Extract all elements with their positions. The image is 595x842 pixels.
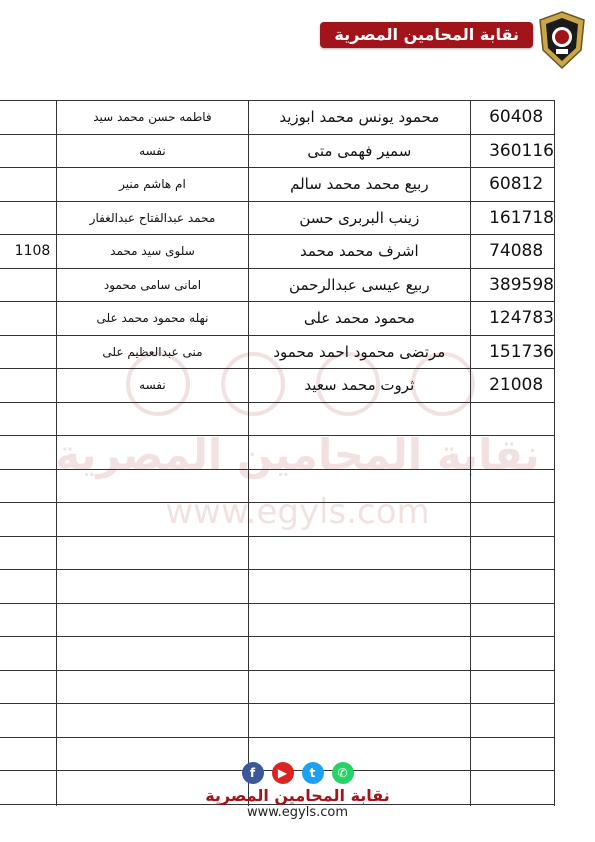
- member-name-cell: [248, 536, 470, 570]
- member-id-cell: [471, 637, 555, 671]
- relative-name-cell: [57, 469, 248, 503]
- left-cell: [0, 704, 57, 738]
- relative-name-cell: [57, 503, 248, 537]
- footer-website-link[interactable]: www.egyls.com: [246, 805, 349, 820]
- relative-name-cell: امانى سامى محمود: [57, 268, 248, 302]
- member-name-cell: [248, 503, 470, 537]
- left-cell: [0, 268, 57, 302]
- social-icons: [0, 762, 595, 784]
- left-cell: [0, 570, 57, 604]
- member-id-cell: [471, 469, 555, 503]
- member-name-cell: محمود محمد على: [248, 302, 470, 336]
- member-name-cell: زينب البربرى حسن: [248, 201, 470, 235]
- table-row: [0, 469, 555, 503]
- left-cell: [0, 134, 57, 168]
- relative-name-cell: [57, 570, 248, 604]
- left-cell: [0, 201, 57, 235]
- member-id-cell: [471, 603, 555, 637]
- youtube-icon[interactable]: ▶: [272, 762, 294, 784]
- member-id-cell: [471, 670, 555, 704]
- left-cell: [0, 469, 57, 503]
- relative-name-cell: [57, 436, 248, 470]
- left-cell: [0, 670, 57, 704]
- facebook-icon[interactable]: f: [242, 762, 264, 784]
- relative-name-cell: نفسه: [57, 134, 248, 168]
- table-row: [0, 134, 555, 168]
- left-cell: [0, 369, 57, 403]
- member-name-cell: ربيع محمد محمد سالم: [248, 168, 470, 202]
- members-table-body: [0, 101, 555, 807]
- member-name-cell: [248, 436, 470, 470]
- table-row: [0, 503, 555, 537]
- table-row: [0, 536, 555, 570]
- member-name-cell: [248, 469, 470, 503]
- table-row: [0, 603, 555, 637]
- table-row: [0, 670, 555, 704]
- member-name-cell: [248, 402, 470, 436]
- twitter-icon[interactable]: t: [302, 762, 324, 784]
- relative-name-cell: [57, 704, 248, 738]
- member-id-cell: 60408: [471, 101, 555, 135]
- relative-name-cell: [57, 670, 248, 704]
- relative-name-cell: [57, 536, 248, 570]
- member-id-cell: [471, 436, 555, 470]
- table-row: [0, 402, 555, 436]
- left-cell: [0, 402, 57, 436]
- member-id-cell: 74088: [471, 235, 555, 269]
- member-id-cell: [471, 402, 555, 436]
- left-cell: [0, 503, 57, 537]
- relative-name-cell: ام هاشم منير: [57, 168, 248, 202]
- member-name-cell: محمود يونس محمد ابوزيد: [248, 101, 470, 135]
- table-row: [0, 235, 555, 269]
- table-row: [0, 201, 555, 235]
- relative-name-cell: [57, 603, 248, 637]
- member-id-cell: [471, 536, 555, 570]
- left-cell: [0, 302, 57, 336]
- table-row: [0, 335, 555, 369]
- table-row: [0, 101, 555, 135]
- syndicate-title-banner: [320, 22, 533, 48]
- member-id-cell: [471, 704, 555, 738]
- member-name-cell: سمير فهمى متى: [248, 134, 470, 168]
- relative-name-cell: [57, 402, 248, 436]
- table-row: [0, 570, 555, 604]
- whatsapp-icon[interactable]: ✆: [332, 762, 354, 784]
- member-id-cell: 151736: [471, 335, 555, 369]
- watermark-title: نقابة المحامين المصرية: [55, 430, 540, 479]
- member-id-cell: [471, 570, 555, 604]
- member-name-cell: [248, 637, 470, 671]
- left-cell: [0, 335, 57, 369]
- member-name-cell: ربيع عيسى عبدالرحمن: [248, 268, 470, 302]
- syndicate-title: نقابة المحامين المصرية: [334, 25, 519, 44]
- table-row: [0, 436, 555, 470]
- table-row: [0, 704, 555, 738]
- member-name-cell: مرتضى محمود احمد محمود: [248, 335, 470, 369]
- left-cell: [0, 637, 57, 671]
- member-id-cell: 389598: [471, 268, 555, 302]
- relative-name-cell: نهله محمود محمد على: [57, 302, 248, 336]
- member-name-cell: [248, 670, 470, 704]
- relative-name-cell: [57, 637, 248, 671]
- relative-name-cell: نفسه: [57, 369, 248, 403]
- left-cell: [0, 536, 57, 570]
- left-cell: 1108: [0, 235, 57, 269]
- table-row: [0, 268, 555, 302]
- watermark-site: www.egyls.com: [165, 492, 430, 532]
- member-id-cell: 124783: [471, 302, 555, 336]
- footer-title: نقابة المحامين المصرية: [205, 786, 390, 805]
- left-cell: [0, 101, 57, 135]
- left-cell: [0, 603, 57, 637]
- relative-name-cell: منى عبدالعظيم على: [57, 335, 248, 369]
- table-row: [0, 637, 555, 671]
- relative-name-cell: محمد عبدالفتاح عبدالغفار: [57, 201, 248, 235]
- left-cell: [0, 436, 57, 470]
- relative-name-cell: فاطمه حسن محمد سيد: [57, 101, 248, 135]
- table-row: [0, 369, 555, 403]
- member-name-cell: [248, 603, 470, 637]
- table-row: [0, 302, 555, 336]
- left-cell: [0, 168, 57, 202]
- member-id-cell: 60812: [471, 168, 555, 202]
- member-id-cell: 161718: [471, 201, 555, 235]
- syndicate-logo: [537, 10, 587, 70]
- members-table-container: [0, 100, 595, 806]
- member-id-cell: 360116: [471, 134, 555, 168]
- member-name-cell: ثروت محمد سعيد: [248, 369, 470, 403]
- member-id-cell: 21008: [471, 369, 555, 403]
- member-name-cell: [248, 570, 470, 604]
- footer: [0, 762, 595, 821]
- member-name-cell: [248, 704, 470, 738]
- relative-name-cell: سلوى سيد محمد: [57, 235, 248, 269]
- member-id-cell: [471, 503, 555, 537]
- members-table: [0, 100, 555, 806]
- member-name-cell: اشرف محمد محمد: [248, 235, 470, 269]
- table-row: [0, 168, 555, 202]
